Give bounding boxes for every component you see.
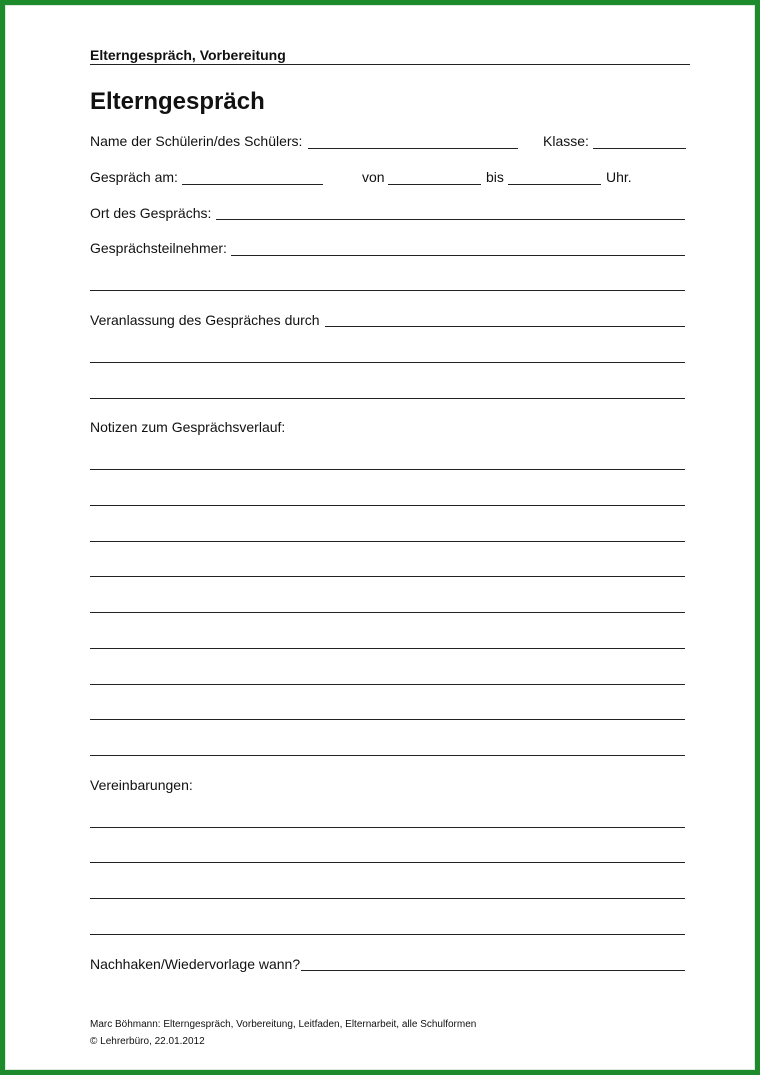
- occasion-field-extra[interactable]: [90, 398, 685, 399]
- occasion-label: Veranlassung des Gespräches durch: [90, 312, 320, 328]
- agreements-line[interactable]: [90, 898, 685, 899]
- time-unit-label: Uhr.: [606, 169, 632, 185]
- agreements-line[interactable]: [90, 862, 685, 863]
- notes-line[interactable]: [90, 612, 685, 613]
- notes-line[interactable]: [90, 684, 685, 685]
- occasion-field[interactable]: [325, 326, 685, 327]
- class-label: Klasse:: [543, 133, 589, 149]
- participants-field[interactable]: [231, 255, 685, 256]
- time-to-field[interactable]: [508, 184, 601, 185]
- time-from-label: von: [362, 169, 385, 185]
- student-name-field[interactable]: [308, 148, 518, 149]
- notes-line[interactable]: [90, 505, 685, 506]
- notes-line[interactable]: [90, 469, 685, 470]
- notes-line[interactable]: [90, 719, 685, 720]
- place-field[interactable]: [216, 219, 685, 220]
- participants-label: Gesprächsteilnehmer:: [90, 240, 227, 256]
- time-to-label: bis: [486, 169, 504, 185]
- agreements-line[interactable]: [90, 827, 685, 828]
- notes-line[interactable]: [90, 576, 685, 577]
- page-header: Elterngespräch, Vorbereitung: [90, 47, 286, 63]
- date-field[interactable]: [182, 184, 323, 185]
- page-title: Elterngespräch: [90, 88, 265, 115]
- time-from-field[interactable]: [388, 184, 481, 185]
- notes-line[interactable]: [90, 755, 685, 756]
- agreements-line[interactable]: [90, 934, 685, 935]
- agreements-label: Vereinbarungen:: [90, 777, 193, 793]
- notes-line[interactable]: [90, 648, 685, 649]
- date-label: Gespräch am:: [90, 169, 178, 185]
- notes-label: Notizen zum Gesprächsverlauf:: [90, 419, 286, 435]
- page-inner-border: [5, 5, 755, 1070]
- occasion-field-extra[interactable]: [90, 362, 685, 363]
- notes-line[interactable]: [90, 541, 685, 542]
- footer-copyright: © Lehrerbüro, 22.01.2012: [90, 1036, 205, 1047]
- footer-credits: Marc Böhmann: Elterngespräch, Vorbereitung, Leitfaden, Elternarbeit, alle Schulformen: [90, 1019, 477, 1030]
- place-label: Ort des Gesprächs:: [90, 205, 212, 221]
- followup-field[interactable]: [301, 970, 685, 971]
- participants-field-extra[interactable]: [90, 290, 685, 291]
- student-name-label: Name der Schülerin/des Schülers:: [90, 133, 303, 149]
- followup-label: Nachhaken/Wiedervorlage wann?: [90, 956, 301, 972]
- header-divider: [90, 64, 690, 65]
- class-field[interactable]: [593, 148, 686, 149]
